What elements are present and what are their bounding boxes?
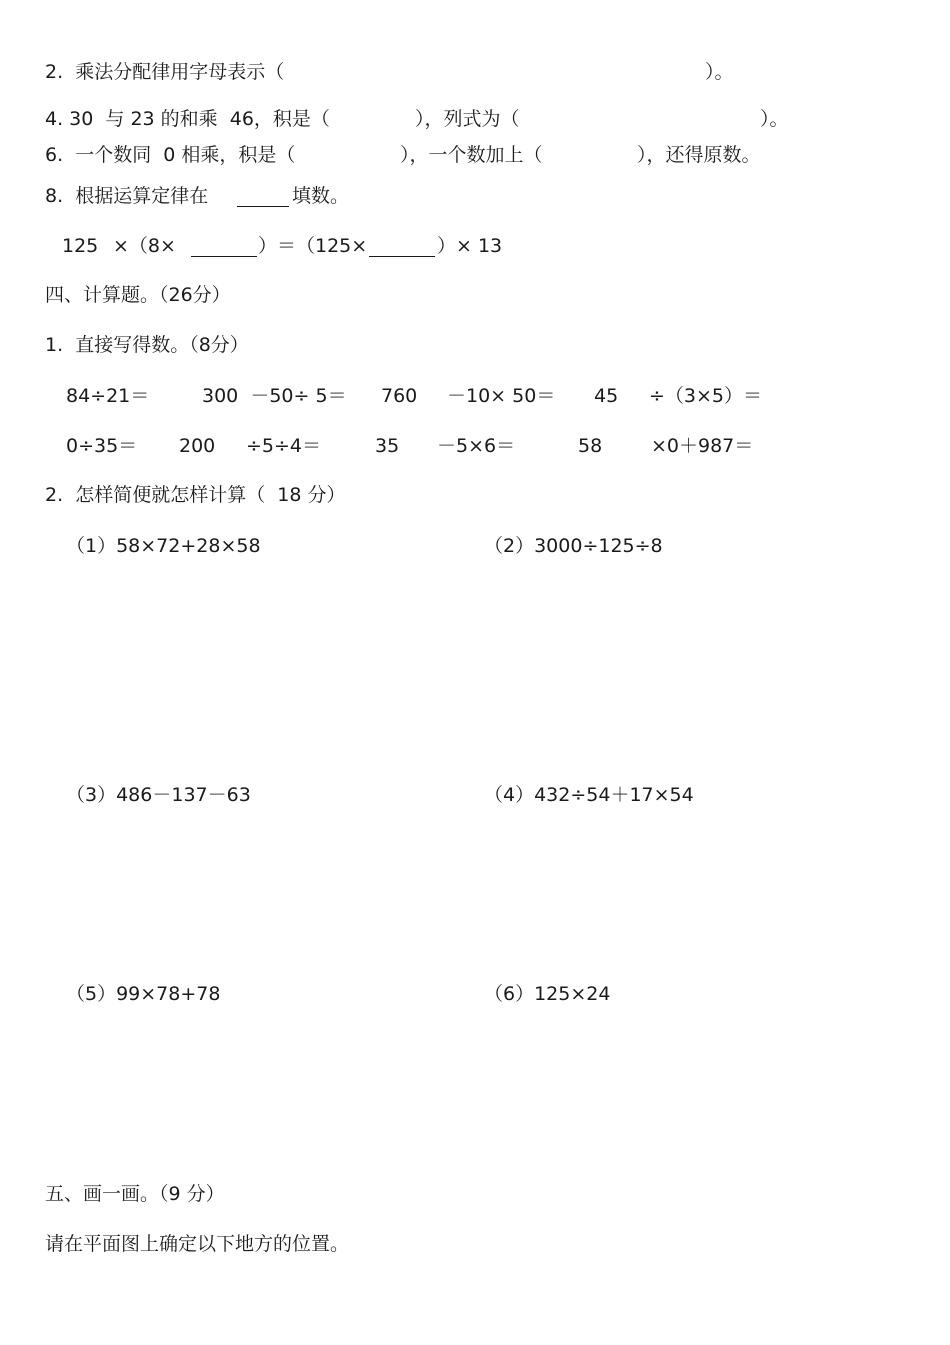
mental-math-item: ÷（3×5）＝ xyxy=(649,385,763,407)
mental-math-item: －10× 50＝ xyxy=(447,385,556,407)
q8-expr-b: ×（8× xyxy=(113,235,176,257)
section4-sub1: 1. 直接写得数。（8分） xyxy=(45,334,249,356)
section5-title: 五、画一画。（9 分） xyxy=(45,1183,225,1205)
q4-part2: ），列式为（ xyxy=(415,108,520,130)
problem-3: （3）486－137－63 xyxy=(66,784,251,806)
q6-close: ），还得原数。 xyxy=(637,144,761,166)
q8-expr-d: ）× 13 xyxy=(437,235,503,257)
section4-sub2: 2. 怎样简便就怎样计算（ 18 分） xyxy=(45,484,346,506)
q2-close: ）。 xyxy=(705,61,734,83)
q4-part1: 4. 30 与 23 的和乘 46，积是（ xyxy=(45,108,330,130)
mental-math-item: 58 xyxy=(578,435,603,457)
q6-part1: 6. 一个数同 0 相乘，积是（ xyxy=(45,144,296,166)
mental-math-item: 760 xyxy=(381,385,418,407)
q8-blank xyxy=(237,188,289,207)
q8-expr-blank-1 xyxy=(191,238,257,257)
section4-title: 四、计算题。（26分） xyxy=(45,284,231,306)
q4-close: ）。 xyxy=(760,108,789,130)
q2-text: 2. 乘法分配律用字母表示（ xyxy=(45,61,285,83)
q8-text: 8. 根据运算定律在 xyxy=(45,185,209,207)
mental-math-item: 0÷35＝ xyxy=(66,435,138,457)
mental-math-item: －5×6＝ xyxy=(437,435,516,457)
section5-instruction: 请在平面图上确定以下地方的位置。 xyxy=(45,1233,350,1255)
mental-math-item: 200 xyxy=(179,435,216,457)
q8-expr-a: 125 xyxy=(62,235,99,257)
problem-1: （1）58×72+28×58 xyxy=(66,535,261,557)
mental-math-item: ÷5÷4＝ xyxy=(246,435,322,457)
problem-6: （6）125×24 xyxy=(484,983,611,1005)
q6-part2: ），一个数加上（ xyxy=(400,144,543,166)
mental-math-item: 300 －50÷ 5＝ xyxy=(202,385,347,407)
problem-4: （4）432÷54＋17×54 xyxy=(484,784,694,806)
q8-tail: 填数。 xyxy=(292,185,350,207)
problem-2: （2）3000÷125÷8 xyxy=(484,535,663,557)
mental-math-item: 35 xyxy=(375,435,400,457)
mental-math-item: ×0＋987＝ xyxy=(651,435,754,457)
mental-math-item: 84÷21＝ xyxy=(66,385,150,407)
q8-expr-blank-2 xyxy=(369,238,435,257)
q8-expr-c: ）＝（125× xyxy=(258,235,368,257)
mental-math-item: 45 xyxy=(594,385,619,407)
problem-5: （5）99×78+78 xyxy=(66,983,221,1005)
